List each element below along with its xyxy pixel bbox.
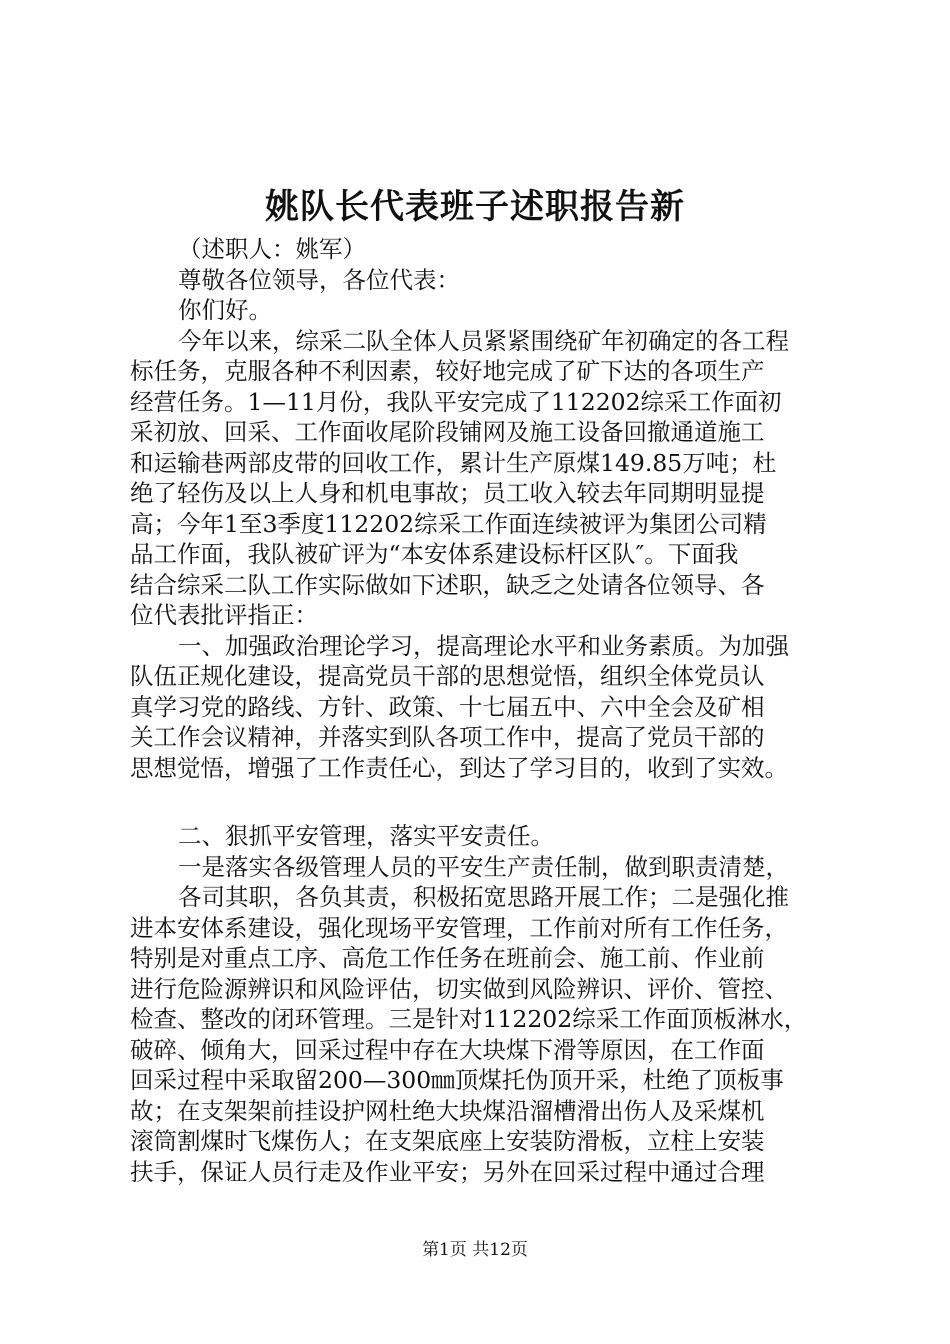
text-line: （述职人：姚军）	[178, 235, 366, 263]
text-line: 采初放、回采、工作面收尾阶段铺网及施工设备回撤通道施工	[130, 418, 765, 446]
text-line: 标任务，克服各种不利因素，较好地完成了矿下达的各项生产	[130, 357, 765, 385]
text-line: 和运输巷两部皮带的回收工作，累计生产原煤149.85万吨；杜	[130, 448, 777, 477]
text-line: 破碎、倾角大，回采过程中存在大块煤下滑等原因，在工作面	[130, 1035, 765, 1064]
text-line: 高；今年1至3季度112202综采工作面连续被评为集团公司精	[130, 509, 767, 538]
text-line: 回采过程中采取留200—300㎜顶煤托伪顶开采，杜绝了顶板事	[130, 1066, 784, 1094]
document-title: 姚队长代表班子述职报告新	[265, 187, 685, 227]
text-line: 扶手，保证人员行走及作业平安；另外在回采过程中通过合理	[130, 1157, 765, 1186]
text-line: 思想觉悟，增强了工作责任心，到达了学习目的，收到了实效。	[130, 753, 788, 782]
document-body	[130, 234, 838, 1187]
text-line: 真学习党的路线、方针、政策、十七届五中、六中全会及矿相	[130, 692, 765, 721]
paragraph-gap	[130, 783, 838, 821]
text-line: 品工作面，我队被矿评为“本安体系建设标杆区队″。下面我	[130, 540, 739, 568]
text-line: 检查、整改的闭环管理。三是针对112202综采工作面顶板淋水，	[130, 1005, 808, 1033]
text-line: 进本安体系建设，强化现场平安管理，工作前对所有工作任务，	[130, 913, 788, 942]
text-line: 一是落实各级管理人员的平安生产责任制，做到职责清楚，	[178, 852, 789, 881]
text-line: 进行危险源辨识和风险评估，切实做到风险辨识、评价、管控、	[130, 974, 788, 1003]
text-line: 经营任务。1—11月份，我队平安完成了112202综采工作面初	[130, 387, 782, 416]
text-line: 尊敬各位领导，各位代表：	[178, 265, 460, 294]
text-line: 结合综采二队工作实际做如下述职，缺乏之处请各位领导、各	[130, 570, 765, 599]
text-line: 位代表批评指正：	[130, 601, 318, 629]
section-heading: 二、狠抓平安管理，落实平安责任。	[178, 822, 554, 850]
page-number-footer: 第1页 共12页	[422, 1240, 528, 1260]
text-line: 一、加强政治理论学习，提高理论水平和业务素质。为加强	[178, 631, 789, 660]
text-line: 队伍正规化建设，提高党员干部的思想觉悟，组织全体党员认	[130, 662, 765, 690]
text-line: 绝了轻伤及以上人身和机电事故；员工收入较去年同期明显提	[130, 479, 765, 507]
text-line: 今年以来，综采二队全体人员紧紧围绕矿年初确定的各工程	[178, 326, 789, 355]
text-line: 各司其职，各负其责，积极拓宽思路开展工作；二是强化推	[178, 883, 789, 911]
text-line: 滚筒割煤时飞煤伤人；在支架底座上安装防滑板，立柱上安装	[130, 1127, 765, 1155]
text-line: 特别是对重点工序、高危工作任务在班前会、施工前、作业前	[130, 944, 765, 972]
text-line: 你们好。	[178, 296, 272, 324]
text-line: 故；在支架架前挂设护网杜绝大块煤沿溜槽滑出伤人及采煤机	[130, 1096, 765, 1125]
text-line: 关工作会议精神，并落实到队各项工作中，提高了党员干部的	[130, 723, 765, 751]
